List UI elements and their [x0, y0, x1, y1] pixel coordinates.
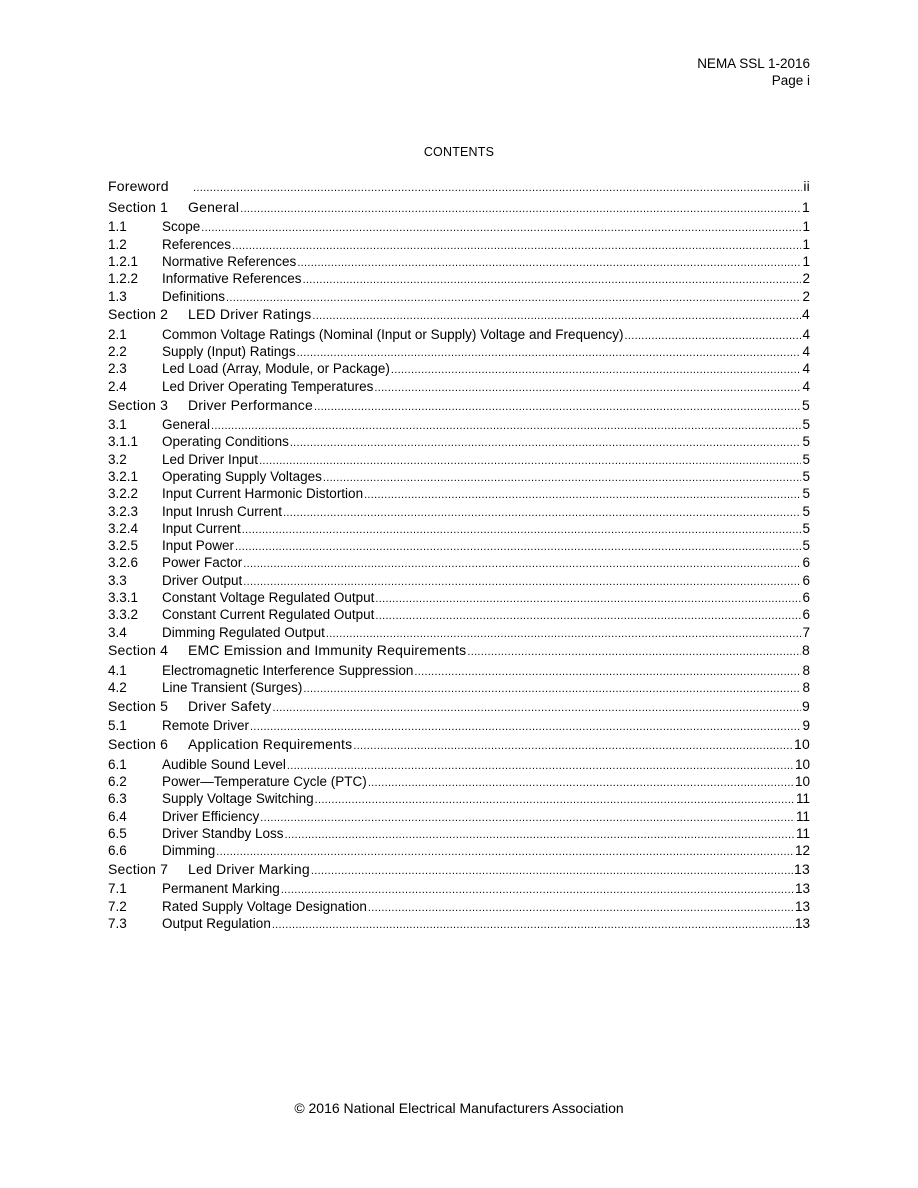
toc-entry[interactable]	[108, 520, 810, 537]
toc-entry-title: Input Power	[162, 538, 235, 554]
toc-entry[interactable]	[108, 717, 810, 734]
dot-leader	[374, 380, 801, 397]
toc-entry-number: 3.1	[108, 417, 127, 433]
dot-leader	[467, 644, 801, 661]
toc-entry-title: General	[188, 198, 240, 215]
dot-leader	[368, 900, 794, 917]
toc-entry-number: 1.1	[108, 219, 127, 235]
dot-leader	[315, 792, 795, 809]
toc-entry-page: 7	[802, 624, 810, 640]
toc-entry[interactable]	[108, 554, 810, 571]
toc-entry-number: 6.5	[108, 825, 127, 841]
toc-entry-title: Led Driver Marking	[188, 861, 310, 878]
toc-entry-number: 5.1	[108, 718, 127, 734]
dot-leader	[391, 362, 802, 379]
toc-entry-page: 13	[794, 861, 810, 878]
toc-entry-number: 6.3	[108, 791, 127, 807]
contents-title: CONTENTS	[423, 145, 495, 159]
toc-entry[interactable]	[108, 288, 810, 305]
toc-entry-title: Permanent Marking	[162, 881, 280, 897]
document-id: NEMA SSL 1-2016	[697, 56, 810, 71]
toc-entry-page: 6	[802, 607, 810, 623]
toc-entry-page: 5	[802, 434, 810, 450]
toc-entry[interactable]	[108, 808, 810, 825]
toc-entry-number: 1.2	[108, 236, 127, 252]
toc-entry-page: 1	[802, 198, 810, 215]
toc-entry-title: Line Transient (Surges)	[162, 680, 303, 696]
toc-entry-page: 1	[802, 253, 810, 269]
toc-section-heading[interactable]	[108, 642, 810, 661]
toc-entry-number: 2.3	[108, 361, 127, 377]
toc-entry-title: Electromagnetic Interference Suppression	[162, 662, 414, 678]
toc-entry-title: Driver Output	[162, 572, 243, 588]
toc-entry-title: Driver Efficiency	[162, 808, 260, 824]
toc-entry[interactable]	[108, 589, 810, 606]
dot-leader	[326, 626, 802, 643]
toc-entry-page: 13	[794, 916, 810, 932]
toc-entry-page: 6	[802, 555, 810, 571]
toc-entry-title: Constant Voltage Regulated Output	[162, 589, 375, 605]
toc-entry-number: 2.2	[108, 344, 127, 360]
toc-entry-title: Supply (Input) Ratings	[162, 344, 296, 360]
toc-entry-title: Dimming Regulated Output	[162, 624, 325, 640]
toc-entry[interactable]	[108, 898, 810, 915]
toc-entry-title: Informative References	[162, 271, 302, 287]
toc-foreword[interactable]	[108, 178, 810, 197]
toc-entry-title: Rated Supply Voltage Designation	[162, 898, 367, 914]
toc-entry-number: 7.2	[108, 898, 127, 914]
toc-entry-page: ii	[803, 178, 810, 194]
toc-entry-page: 6	[802, 572, 810, 588]
dot-leader	[303, 272, 802, 289]
dot-leader	[368, 775, 794, 792]
toc-entry[interactable]	[108, 468, 810, 485]
toc-entry-number: 3.2.4	[108, 520, 139, 536]
toc-entry[interactable]	[108, 270, 810, 287]
dot-leader	[272, 917, 794, 934]
toc-entry[interactable]	[108, 790, 810, 807]
dot-leader	[375, 591, 801, 608]
toc-entry-number: 3.2.5	[108, 538, 139, 554]
toc-entry-page: 5	[802, 417, 810, 433]
toc-entry[interactable]	[108, 606, 810, 623]
toc-entry-number: 3.2.2	[108, 486, 139, 502]
toc-entry[interactable]	[108, 326, 810, 343]
toc-entry[interactable]	[108, 662, 810, 679]
toc-entry[interactable]	[108, 679, 810, 696]
toc-entry-number: 2.1	[108, 326, 127, 342]
dot-leader	[232, 238, 801, 255]
dot-leader	[235, 539, 801, 556]
toc-entry-page: 8	[802, 642, 810, 659]
toc-entry[interactable]	[108, 378, 810, 395]
toc-entry-number: 3.3.2	[108, 607, 139, 623]
toc-entry-number: Section 2	[108, 306, 169, 323]
toc-section-heading[interactable]	[108, 698, 810, 717]
copyright-footer: © 2016 National Electrical Manufacturers Association	[294, 1100, 624, 1116]
toc-entry-title: Power—Temperature Cycle (PTC)	[162, 774, 367, 790]
toc-entry-number: 3.2.3	[108, 503, 139, 519]
toc-entry-number: 6.1	[108, 756, 127, 772]
toc-entry-number: 3.3.1	[108, 589, 139, 605]
toc-entry[interactable]	[108, 880, 810, 897]
toc-entry-page: 5	[802, 468, 810, 484]
dot-leader	[211, 418, 801, 435]
toc-section-heading[interactable]	[108, 199, 810, 218]
dot-leader	[242, 522, 802, 539]
dot-leader	[273, 700, 801, 717]
toc-entry-title: Dimming	[162, 843, 216, 859]
dot-leader	[303, 681, 801, 698]
toc-entry-title: Supply Voltage Switching	[162, 791, 314, 807]
dot-leader	[375, 608, 801, 625]
toc-entry[interactable]	[108, 253, 810, 270]
toc-entry-title: Common Voltage Ratings (Nominal (Input or Supply) Voltage and Frequency)	[162, 326, 624, 342]
dot-leader	[259, 453, 801, 470]
dot-leader	[314, 399, 801, 416]
toc-entry-page: 4	[802, 361, 810, 377]
dot-leader	[625, 328, 802, 345]
toc-entry[interactable]	[108, 343, 810, 360]
dot-leader	[353, 738, 793, 755]
toc-entry-number: 3.3	[108, 572, 127, 588]
toc-entry-title: General	[162, 417, 211, 433]
dot-leader	[414, 664, 801, 681]
toc-entry-title: Led Driver Input	[162, 451, 259, 467]
toc-entry-page: 11	[795, 808, 810, 824]
toc-entry-title: Application Requirements	[188, 736, 353, 753]
toc-entry[interactable]	[108, 825, 810, 842]
toc-entry-page: 13	[794, 898, 810, 914]
page-number: Page i	[771, 73, 810, 88]
toc-entry-number: 7.1	[108, 881, 127, 897]
toc-entry-title: Audible Sound Level	[162, 756, 286, 772]
toc-entry-page: 2	[802, 271, 810, 287]
toc-entry-number: 3.2.1	[108, 468, 139, 484]
dot-leader	[312, 308, 801, 325]
toc-entry-page: 5	[802, 503, 810, 519]
toc-entry[interactable]	[108, 915, 810, 932]
toc-entry[interactable]	[108, 416, 810, 433]
toc-entry-title: Input Current Harmonic Distortion	[162, 486, 364, 502]
toc-entry-page: 2	[802, 288, 810, 304]
toc-entry-title: Definitions	[162, 288, 226, 304]
toc-entry[interactable]	[108, 485, 810, 502]
toc-entry[interactable]	[108, 451, 810, 468]
dot-leader	[240, 201, 801, 218]
toc-entry-number: 6.4	[108, 808, 127, 824]
toc-section-heading[interactable]	[108, 397, 810, 416]
dot-leader	[311, 863, 793, 880]
dot-leader	[283, 505, 801, 522]
toc-entry-number: Section 3	[108, 396, 169, 413]
dot-leader	[250, 719, 801, 736]
toc-entry-title: Led Driver Operating Temperatures	[162, 378, 374, 394]
toc-entry-page: 5	[802, 486, 810, 502]
toc-entry[interactable]	[108, 572, 810, 589]
toc-entry-page: 12	[794, 843, 810, 859]
toc-entry-page: 4	[802, 344, 810, 360]
dot-leader	[285, 827, 795, 844]
toc-entry-number: 4.1	[108, 662, 127, 678]
toc-entry-title: Constant Current Regulated Output	[162, 607, 375, 623]
toc-entry-page: 5	[802, 451, 810, 467]
toc-entry[interactable]	[108, 537, 810, 554]
toc-entry-page: 11	[795, 825, 810, 841]
toc-entry-page: 10	[794, 756, 810, 772]
toc-entry-title: LED Driver Ratings	[188, 306, 312, 323]
toc-entry-number: 4.2	[108, 680, 127, 696]
page-header	[697, 55, 810, 89]
dot-leader	[290, 435, 802, 452]
toc-entry-title: Driver Standby Loss	[162, 825, 284, 841]
toc-entry-number: 1.2.1	[108, 253, 139, 269]
toc-entry-number: 3.1.1	[108, 434, 139, 450]
toc-entry-title: Normative References	[162, 253, 297, 269]
table-of-contents	[108, 178, 810, 932]
toc-entry-title: Driver Safety	[188, 698, 272, 715]
toc-entry-title: EMC Emission and Immunity Requirements	[188, 642, 467, 659]
toc-entry-number: 7.3	[108, 916, 127, 932]
dot-leader	[364, 487, 801, 504]
toc-entry-number: Section 4	[108, 642, 169, 659]
toc-entry[interactable]	[108, 624, 810, 641]
toc-entry-page: 6	[802, 589, 810, 605]
toc-entry[interactable]	[108, 433, 810, 450]
dot-leader	[260, 810, 795, 827]
toc-entry-title: Output Regulation	[162, 916, 271, 932]
dot-leader	[201, 220, 801, 237]
toc-entry-number: Section 1	[108, 198, 169, 215]
dot-leader	[193, 180, 802, 197]
toc-section-heading[interactable]	[108, 736, 810, 755]
toc-entry-title: Driver Performance	[188, 396, 313, 413]
toc-entry-page: 4	[802, 306, 810, 323]
toc-entry-number: Section 6	[108, 736, 169, 753]
toc-entry-page: 9	[802, 698, 810, 715]
toc-entry-number: 3.4	[108, 624, 127, 640]
toc-entry-number: 3.2	[108, 451, 127, 467]
toc-entry[interactable]	[108, 756, 810, 773]
toc-entry-title: Operating Supply Voltages	[162, 468, 322, 484]
toc-entry-page: 8	[802, 680, 810, 696]
toc-entry-number: 1.2.2	[108, 271, 139, 287]
toc-entry[interactable]	[108, 360, 810, 377]
toc-entry-number: 3.2.6	[108, 555, 139, 571]
toc-entry-page: 1	[802, 219, 810, 235]
toc-entry[interactable]	[108, 503, 810, 520]
toc-entry-page: 11	[795, 791, 810, 807]
toc-entry-page: 10	[794, 736, 810, 753]
toc-entry-title: Led Load (Array, Module, or Package)	[162, 361, 390, 377]
toc-entry-page: 4	[802, 378, 810, 394]
toc-entry-page: 8	[802, 662, 810, 678]
dot-leader	[243, 556, 801, 573]
toc-entry-page: 13	[794, 881, 810, 897]
toc-entry-page: 5	[802, 520, 810, 536]
toc-entry-number: 2.4	[108, 378, 127, 394]
toc-entry-title: Scope	[162, 219, 201, 235]
toc-entry-number: 6.2	[108, 774, 127, 790]
toc-entry-title: Operating Conditions	[162, 434, 289, 450]
toc-section-heading[interactable]	[108, 306, 810, 325]
toc-entry-title: Input Current	[162, 520, 241, 536]
toc-entry-page: 5	[802, 396, 810, 413]
toc-entry[interactable]	[108, 236, 810, 253]
toc-entry-page: 10	[794, 774, 810, 790]
dot-leader	[323, 470, 802, 487]
dot-leader	[216, 844, 794, 861]
toc-entry[interactable]	[108, 773, 810, 790]
toc-entry[interactable]	[108, 218, 810, 235]
toc-entry-title: References	[162, 236, 232, 252]
dot-leader	[226, 290, 801, 307]
toc-entry-page: 9	[802, 718, 810, 734]
toc-entry-number: 6.6	[108, 843, 127, 859]
toc-entry-page: 1	[802, 236, 810, 252]
toc-entry-number: 1.3	[108, 288, 127, 304]
toc-entry-title: Input Inrush Current	[162, 503, 283, 519]
dot-leader	[297, 255, 801, 272]
toc-entry-title: Remote Driver	[162, 718, 250, 734]
toc-entry-title: Power Factor	[162, 555, 243, 571]
toc-entry-page: 4	[802, 326, 810, 342]
toc-entry-page: 5	[802, 538, 810, 554]
toc-entry-number: Section 5	[108, 698, 169, 715]
toc-entry-number: Foreword	[108, 178, 169, 194]
toc-entry[interactable]	[108, 842, 810, 859]
toc-entry-number: Section 7	[108, 861, 169, 878]
toc-section-heading[interactable]	[108, 861, 810, 880]
